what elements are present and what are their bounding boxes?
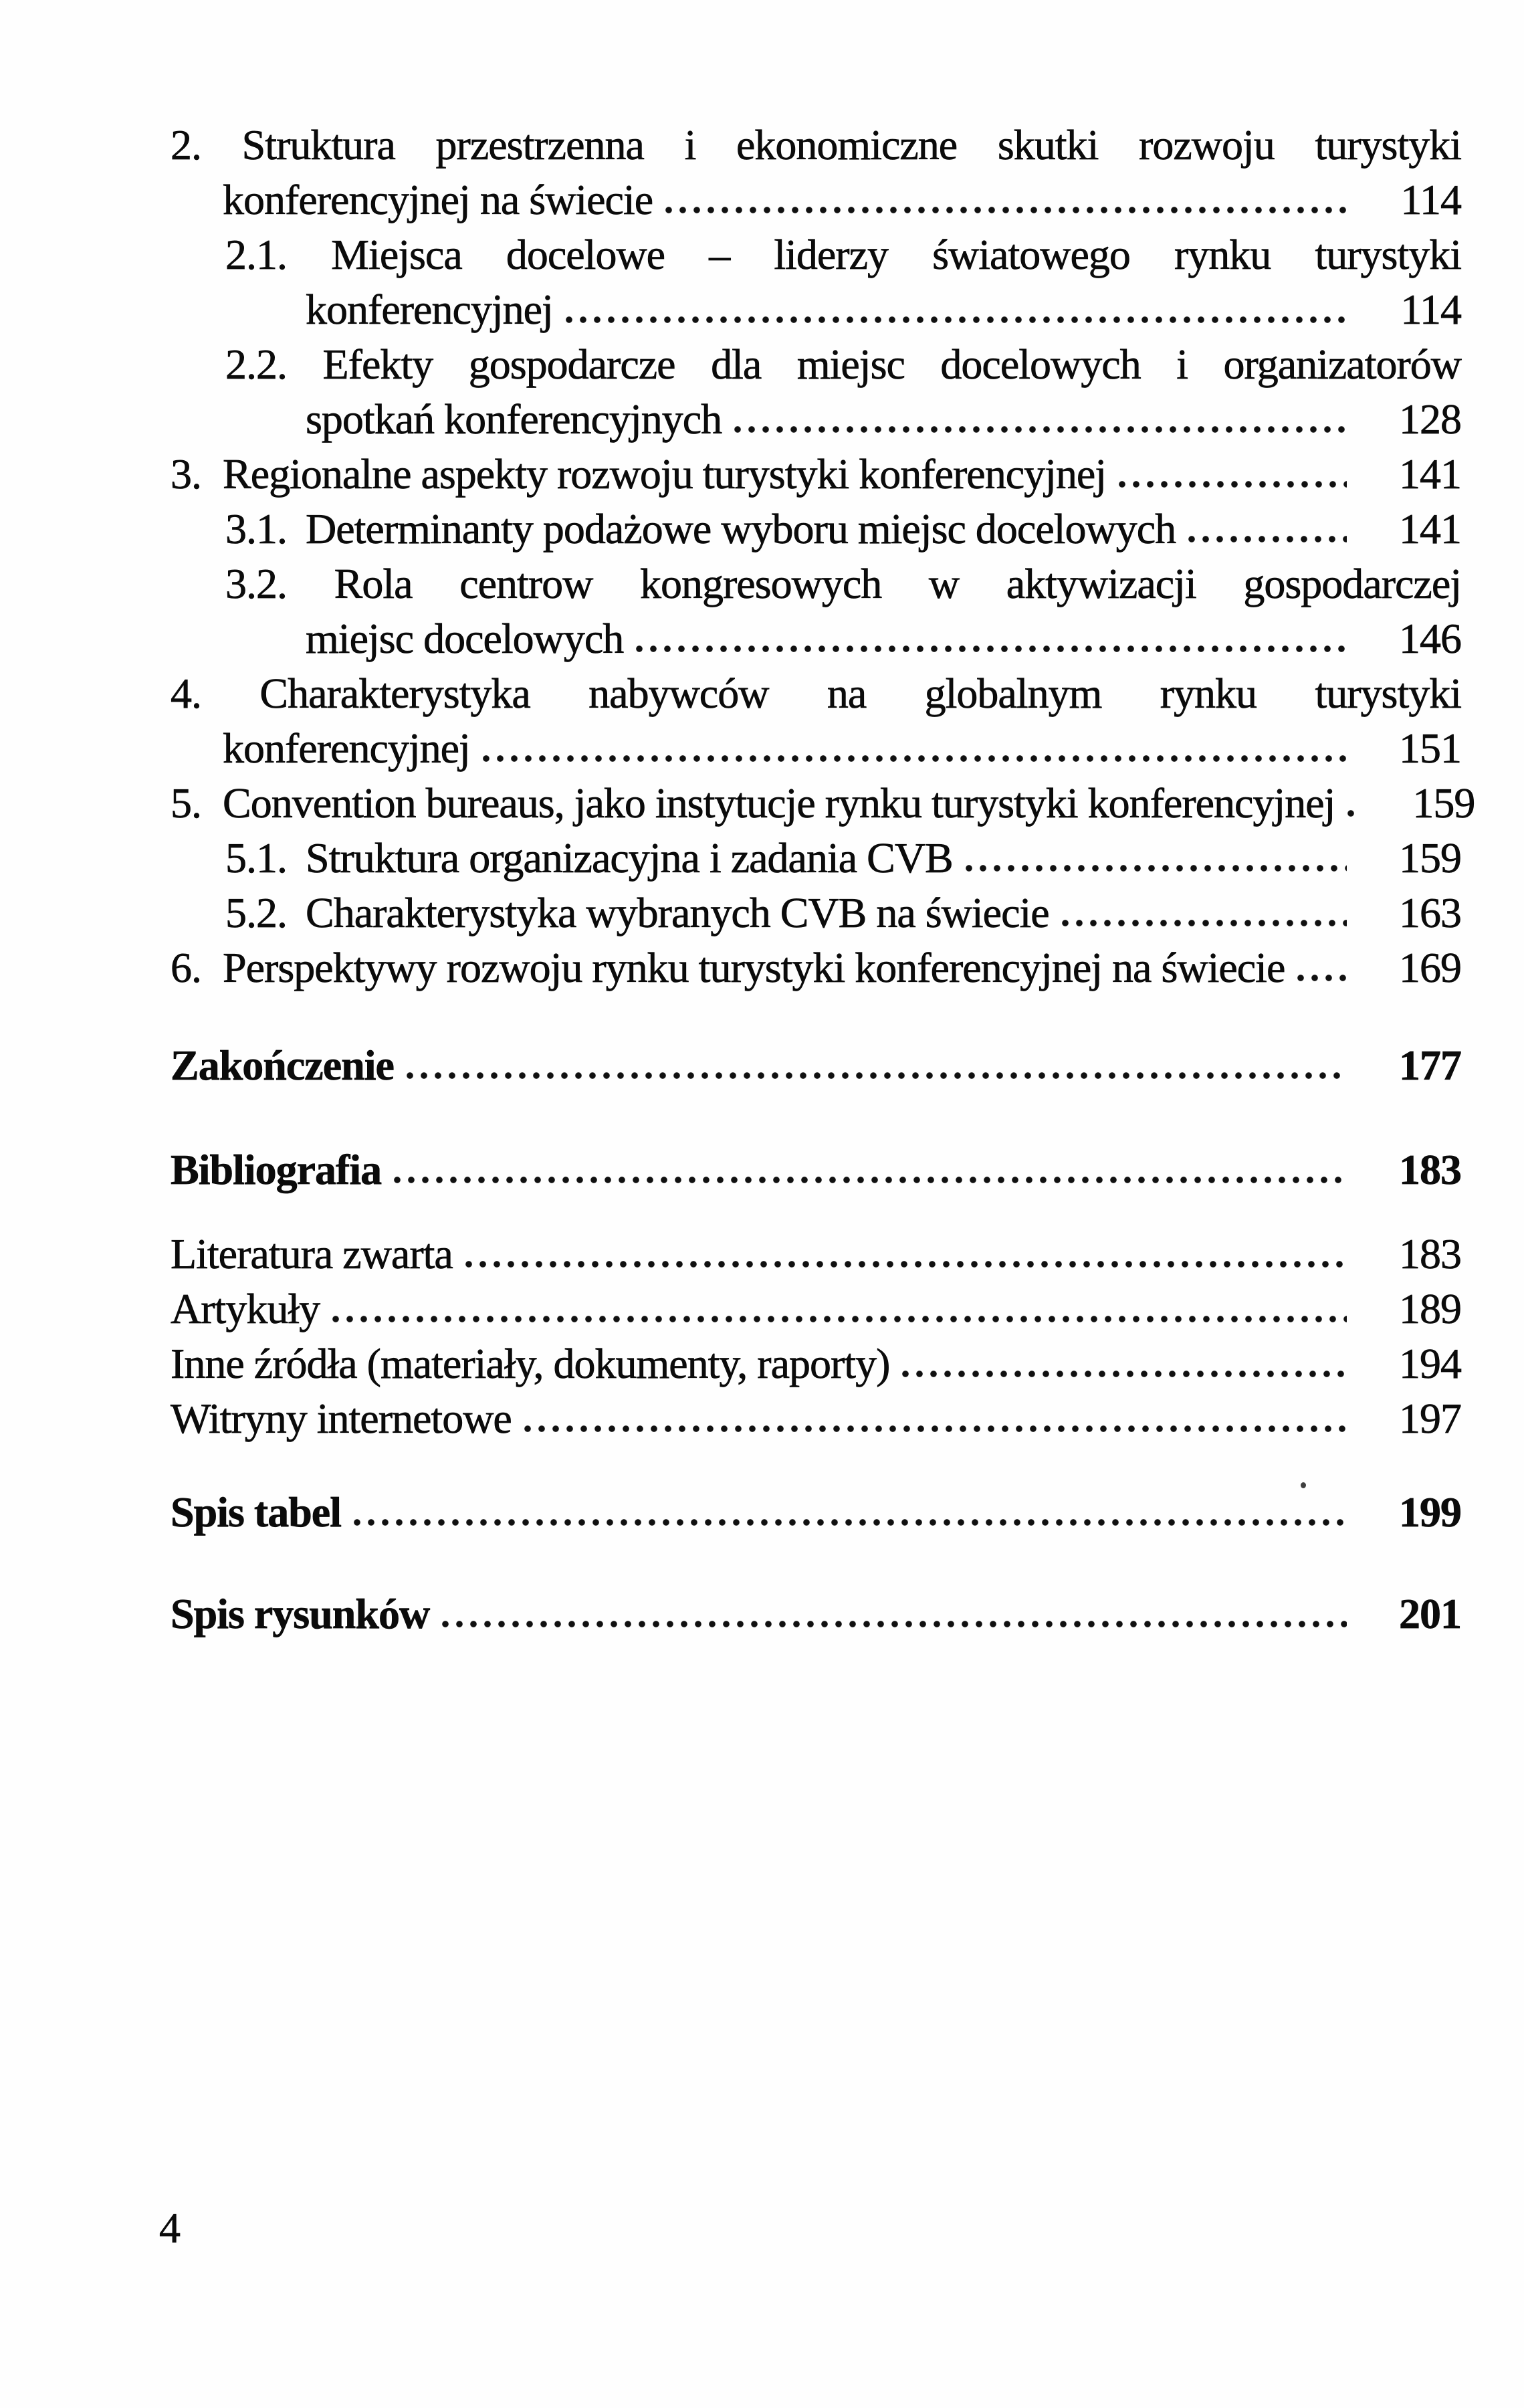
toc-entry-title: Regionalne aspekty rozwoju turystyki konferencyjnej xyxy=(223,450,1107,498)
toc-entry-ch3-2 xyxy=(171,557,1461,666)
toc-entry-first-line xyxy=(225,227,1461,282)
toc-entry-title: Witryny internetowe xyxy=(171,1395,512,1442)
toc-entry-title: Bibliografia xyxy=(171,1146,382,1193)
toc-entry-first-line xyxy=(171,118,1461,173)
toc-entry-number: 6. xyxy=(171,944,201,991)
toc-entry-page-number: 114 xyxy=(1400,286,1461,333)
dotted-leader xyxy=(562,316,1347,324)
toc-entry-last-line xyxy=(225,831,1461,886)
toc-entry-last-line xyxy=(171,447,1461,502)
toc-entry-number: 5.2. xyxy=(225,889,287,936)
toc-entry-first-line-text: 4. Charakterystyka nabywców na globalnym rynku turystyki xyxy=(171,670,1461,717)
toc-entry-page-number: 183 xyxy=(1399,1230,1461,1278)
toc-entry-literatura-zwarta xyxy=(171,1227,1461,1282)
toc-entry-first-line-text: 2.2. Efekty gospodarcze dla miejsc docelowych i organizatorów xyxy=(225,340,1461,388)
toc-entry-last-line xyxy=(171,1391,1461,1446)
toc-entry-page-number: 197 xyxy=(1399,1395,1461,1442)
toc-entry-last-line xyxy=(171,1336,1461,1391)
toc-entry-last-line xyxy=(171,1485,1461,1540)
toc-entry-page-number: 177 xyxy=(1399,1041,1461,1089)
toc-entry-last-line xyxy=(306,282,1461,337)
dotted-leader xyxy=(521,1425,1347,1433)
toc-entry-page-number: 199 xyxy=(1399,1488,1461,1536)
toc-entry-bibliografia xyxy=(171,1142,1461,1197)
dotted-leader xyxy=(962,864,1347,872)
toc-entry-last-line xyxy=(306,392,1461,447)
toc-entry-ch2 xyxy=(171,118,1461,227)
toc-entry-ch2-1 xyxy=(171,227,1461,337)
toc-entry-spis-tabel xyxy=(171,1485,1461,1540)
toc-entry-last-line xyxy=(171,1227,1461,1282)
toc-entry-inne-zrodla xyxy=(171,1336,1461,1391)
toc-entry-title: Determinanty podażowe wyboru miejsc docelowych xyxy=(306,505,1176,553)
toc-entry-title: Artykuły xyxy=(171,1285,320,1332)
toc-entry-last-line xyxy=(171,1587,1461,1641)
toc-entry-page-number: 183 xyxy=(1399,1146,1461,1193)
dotted-leader xyxy=(1185,535,1347,543)
toc-entry-title: Literatura zwarta xyxy=(171,1230,453,1278)
toc-entry-last-line xyxy=(225,502,1461,557)
dotted-leader xyxy=(633,645,1347,653)
toc-entry-ch4 xyxy=(171,666,1461,776)
dotted-leader xyxy=(462,1260,1347,1268)
toc-entry-page-number: 141 xyxy=(1399,505,1461,553)
dotted-leader xyxy=(1059,919,1347,927)
toc-entry-last-line xyxy=(171,1282,1461,1336)
toc-entry-page-number: 159 xyxy=(1399,834,1461,882)
toc-entry-first-line-text: 2. Struktura przestrzenna i ekonomiczne skutki rozwoju turystyki xyxy=(171,121,1461,169)
toc-entry-first-line-text: 3.2. Rola centrow kongresowych w aktywizacji gospodarczej xyxy=(225,560,1461,607)
dotted-leader xyxy=(329,1315,1347,1323)
toc-entry-first-line xyxy=(225,557,1461,611)
dotted-leader xyxy=(1344,809,1360,817)
toc-entry-title: Zakończenie xyxy=(171,1041,394,1089)
scan-artifact-dot xyxy=(1301,1482,1306,1488)
toc-entry-ch2-2 xyxy=(171,337,1461,447)
dotted-leader xyxy=(391,1176,1347,1184)
toc-entry-title: spotkań konferencyjnych xyxy=(306,395,722,443)
toc-entry-page-number: 163 xyxy=(1399,889,1461,936)
toc-entry-page-number: 146 xyxy=(1399,615,1461,662)
dotted-leader xyxy=(403,1072,1347,1080)
dotted-leader xyxy=(662,206,1347,214)
toc-entry-page-number: 128 xyxy=(1399,395,1461,443)
toc-entry-zakonczenie xyxy=(171,1038,1461,1093)
toc-entry-ch5-1 xyxy=(171,831,1461,886)
dotted-leader xyxy=(479,755,1347,763)
dotted-leader xyxy=(899,1370,1347,1378)
toc-entry-title: Charakterystyka wybranych CVB na świecie xyxy=(306,889,1049,936)
toc-entry-first-line xyxy=(225,337,1461,392)
toc-entry-title: Perspektywy rozwoju rynku turystyki konferencyjnej na świecie xyxy=(223,944,1285,991)
toc-entry-page-number: 151 xyxy=(1399,724,1461,772)
toc-entry-last-line xyxy=(171,940,1461,995)
toc-entry-page-number: 189 xyxy=(1399,1285,1461,1332)
toc-entry-page-number: 201 xyxy=(1399,1590,1461,1637)
toc-entry-ch6 xyxy=(171,940,1461,995)
toc-entry-last-line xyxy=(223,173,1461,227)
toc-entry-title: konferencyjnej na świecie xyxy=(223,176,653,223)
toc-entry-artykuly xyxy=(171,1282,1461,1336)
toc-entry-title: Spis rysunków xyxy=(171,1590,430,1637)
toc-entry-ch3 xyxy=(171,447,1461,502)
toc-entry-last-line xyxy=(171,1038,1461,1093)
footer-page-number: 4 xyxy=(159,2204,180,2251)
toc-entry-last-line xyxy=(171,776,1475,831)
toc-entry-last-line xyxy=(171,1142,1461,1197)
toc-entry-last-line xyxy=(225,886,1461,940)
toc-entry-title: miejsc docelowych xyxy=(306,615,624,662)
dotted-leader xyxy=(731,425,1347,433)
dotted-leader xyxy=(350,1518,1347,1526)
dotted-leader xyxy=(1115,480,1347,488)
toc-entry-last-line xyxy=(223,721,1461,776)
dotted-leader xyxy=(439,1620,1347,1628)
toc-entry-title: Spis tabel xyxy=(171,1488,341,1536)
toc-entry-witryny-internetowe xyxy=(171,1391,1461,1446)
toc-entry-page-number: 194 xyxy=(1399,1340,1461,1387)
toc-entry-number: 3.1. xyxy=(225,505,287,553)
dotted-leader xyxy=(1294,974,1347,982)
toc-entry-number: 3. xyxy=(171,450,201,498)
toc-entry-first-line xyxy=(171,666,1461,721)
toc-entry-page-number: 169 xyxy=(1399,944,1461,991)
toc-entry-number: 5.1. xyxy=(225,834,287,882)
toc-entry-page-number: 114 xyxy=(1400,176,1461,223)
toc-entry-title: konferencyjnej xyxy=(306,286,553,333)
toc-entry-title: konferencyjnej xyxy=(223,724,470,772)
toc-entry-ch3-1 xyxy=(171,502,1461,557)
toc-entry-page-number: 159 xyxy=(1412,779,1475,827)
toc-entry-spis-rysunkow xyxy=(171,1587,1461,1641)
toc-entry-title: Convention bureaus, jako instytucje rynku turystyki konferencyjnej xyxy=(223,779,1335,827)
toc-entry-last-line xyxy=(306,611,1461,666)
toc-entry-title: Struktura organizacyjna i zadania CVB xyxy=(306,834,953,882)
toc-entry-title: Inne źródła (materiały, dokumenty, raporty) xyxy=(171,1340,890,1387)
toc-entry-number: 5. xyxy=(171,779,201,827)
toc-entry-ch5-2 xyxy=(171,886,1461,940)
toc-entry-first-line-text: 2.1. Miejsca docelowe – liderzy światowego rynku turystyki xyxy=(225,231,1461,278)
toc-entry-page-number: 141 xyxy=(1399,450,1461,498)
toc-entry-ch5 xyxy=(171,776,1475,831)
